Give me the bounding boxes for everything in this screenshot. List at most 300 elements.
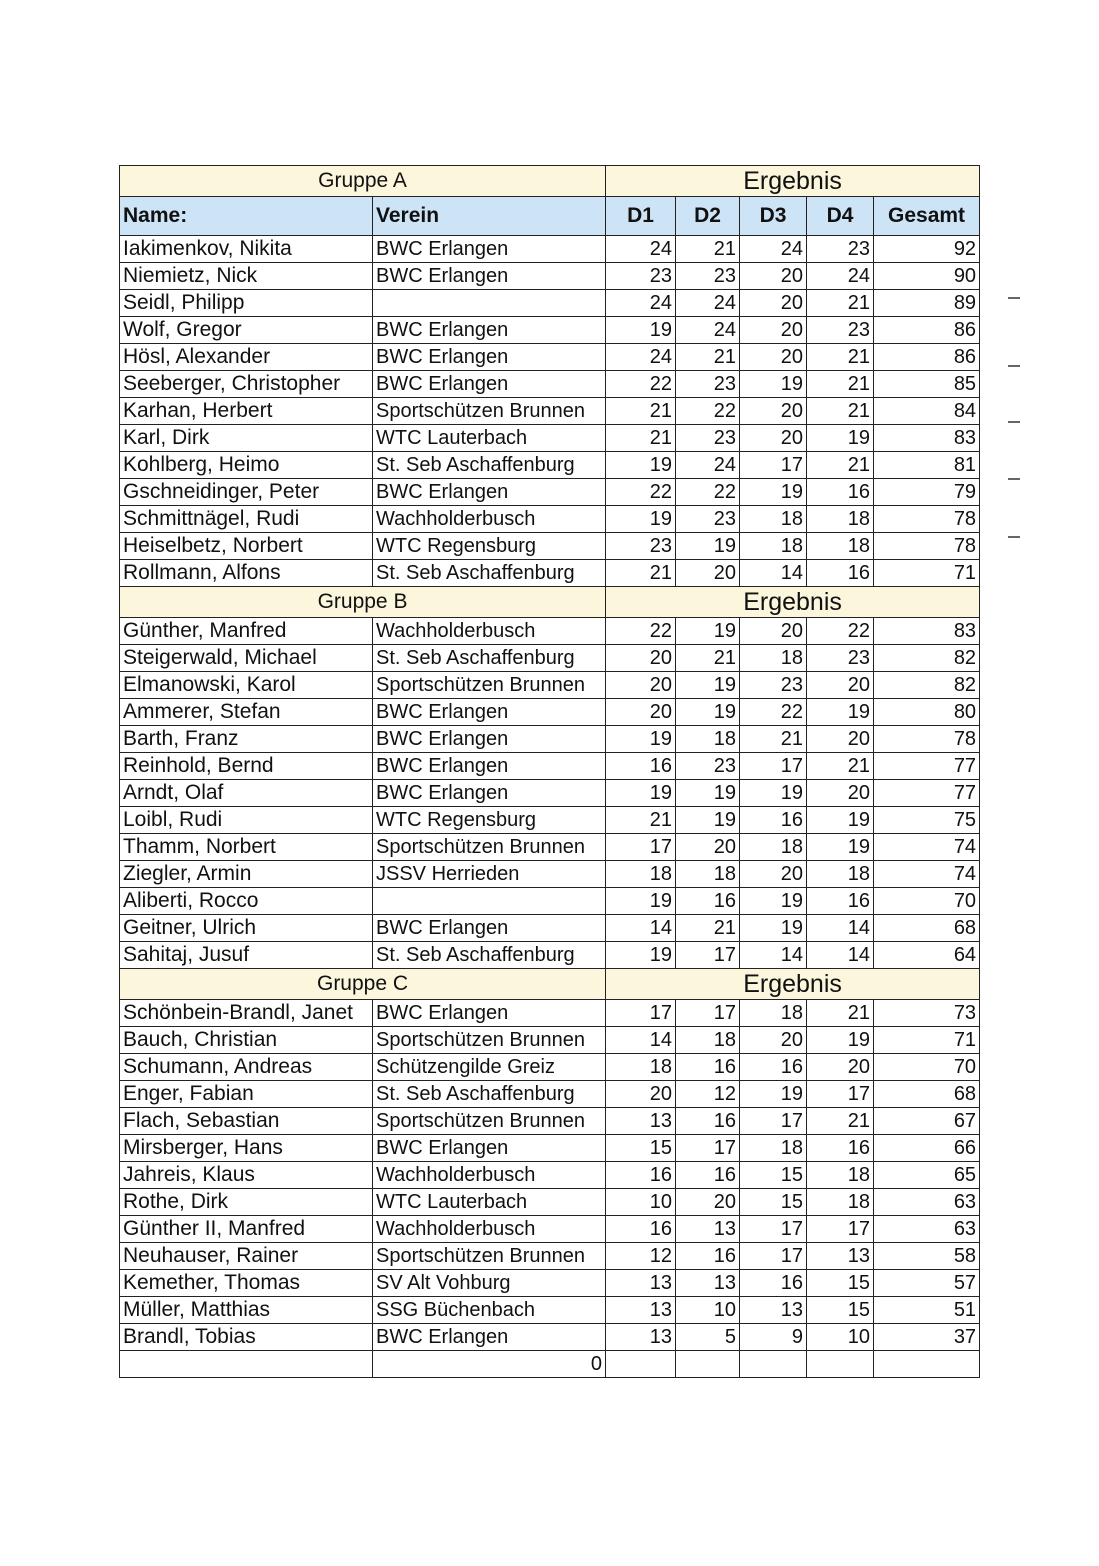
- score-d4: 19: [807, 425, 874, 452]
- score-d4: 23: [807, 317, 874, 344]
- score-d2: 19: [676, 807, 740, 834]
- score-d1: 22: [606, 479, 676, 506]
- score-d4: 19: [807, 1027, 874, 1054]
- table-row: [120, 726, 980, 753]
- score-d4: 13: [807, 1243, 874, 1270]
- score-d3: 21: [740, 726, 807, 753]
- results-table: [119, 165, 980, 1378]
- score-d1: 24: [606, 236, 676, 263]
- shooter-name: Wolf, Gregor: [120, 317, 373, 344]
- table-row: [120, 915, 980, 942]
- club-name: JSSV Herrieden: [373, 861, 606, 888]
- shooter-name: Sahitaj, Jusuf: [120, 942, 373, 969]
- club-name: WTC Lauterbach: [373, 425, 606, 452]
- score-d2: 18: [676, 1027, 740, 1054]
- score-total: 84: [874, 398, 980, 425]
- score-total: 73: [874, 1000, 980, 1027]
- score-d3: 14: [740, 942, 807, 969]
- table-row: [120, 1054, 980, 1081]
- score-d3: 19: [740, 780, 807, 807]
- score-d1: 10: [606, 1189, 676, 1216]
- shooter-name: Günther, Manfred: [120, 618, 373, 645]
- score-d2: 18: [676, 861, 740, 888]
- club-name: BWC Erlangen: [373, 317, 606, 344]
- club-name: Sportschützen Brunnen: [373, 398, 606, 425]
- club-name: [373, 290, 606, 317]
- score-d4: 20: [807, 780, 874, 807]
- margin-mark: [1008, 478, 1020, 480]
- score-d3: 9: [740, 1324, 807, 1351]
- score-total: 82: [874, 645, 980, 672]
- score-d3: 20: [740, 344, 807, 371]
- club-name: Sportschützen Brunnen: [373, 1243, 606, 1270]
- table-row: [120, 645, 980, 672]
- margin-mark: [1008, 536, 1020, 538]
- score-d2: 19: [676, 672, 740, 699]
- score-d4: 15: [807, 1270, 874, 1297]
- score-d3: 20: [740, 425, 807, 452]
- table-row: [120, 344, 980, 371]
- score-d3: 18: [740, 506, 807, 533]
- score-d2: 23: [676, 263, 740, 290]
- table-row: [120, 371, 980, 398]
- header-d3: D3: [740, 197, 807, 236]
- shooter-name: Thamm, Norbert: [120, 834, 373, 861]
- table-row: [120, 618, 980, 645]
- score-d3: 17: [740, 452, 807, 479]
- club-name: SV Alt Vohburg: [373, 1270, 606, 1297]
- header-d1: D1: [606, 197, 676, 236]
- result-label: Ergebnis: [606, 587, 980, 618]
- score-total: 67: [874, 1108, 980, 1135]
- score-d2: 23: [676, 506, 740, 533]
- score-d4: 16: [807, 479, 874, 506]
- score-d2: 21: [676, 645, 740, 672]
- score-d1: 19: [606, 780, 676, 807]
- score-d4: 20: [807, 1054, 874, 1081]
- score-d4: 23: [807, 645, 874, 672]
- score-d1: 13: [606, 1270, 676, 1297]
- score-d2: 20: [676, 834, 740, 861]
- score-d3: 20: [740, 618, 807, 645]
- club-name: Wachholderbusch: [373, 618, 606, 645]
- score-d4: 14: [807, 915, 874, 942]
- shooter-name: Ziegler, Armin: [120, 861, 373, 888]
- score-d2: 16: [676, 888, 740, 915]
- score-d2: 17: [676, 1135, 740, 1162]
- column-header-row: [120, 197, 980, 236]
- table-row: [120, 1135, 980, 1162]
- score-d1: 20: [606, 699, 676, 726]
- score-d4: 18: [807, 861, 874, 888]
- score-total: 63: [874, 1189, 980, 1216]
- score-d3: 20: [740, 290, 807, 317]
- table-row: [120, 672, 980, 699]
- score-d2: 19: [676, 699, 740, 726]
- score-total: 77: [874, 753, 980, 780]
- club-name: BWC Erlangen: [373, 236, 606, 263]
- score-d3: 13: [740, 1297, 807, 1324]
- score-d4: 18: [807, 1162, 874, 1189]
- table-row: [120, 479, 980, 506]
- table-row: [120, 1081, 980, 1108]
- group-header-row: [120, 969, 980, 1000]
- table-row: [120, 506, 980, 533]
- score-d1: 21: [606, 807, 676, 834]
- score-d4: 21: [807, 452, 874, 479]
- score-total: 70: [874, 888, 980, 915]
- table-row: [120, 1027, 980, 1054]
- score-d2: 23: [676, 425, 740, 452]
- score-d3: 19: [740, 915, 807, 942]
- club-name: BWC Erlangen: [373, 1135, 606, 1162]
- score-d3: 17: [740, 753, 807, 780]
- score-d4: 21: [807, 1000, 874, 1027]
- score-d2: 19: [676, 618, 740, 645]
- club-name: Wachholderbusch: [373, 1162, 606, 1189]
- shooter-name: Geitner, Ulrich: [120, 915, 373, 942]
- score-d3: 19: [740, 371, 807, 398]
- club-name: WTC Regensburg: [373, 533, 606, 560]
- score-d3: 22: [740, 699, 807, 726]
- score-d2: 5: [676, 1324, 740, 1351]
- score-d3: 20: [740, 1027, 807, 1054]
- score-d3: 16: [740, 807, 807, 834]
- score-d4: 19: [807, 807, 874, 834]
- score-d1: 14: [606, 1027, 676, 1054]
- score-d4: 16: [807, 560, 874, 587]
- header-name: Name:: [120, 197, 373, 236]
- club-name: Schützengilde Greiz: [373, 1054, 606, 1081]
- result-label: Ergebnis: [606, 969, 980, 1000]
- score-d1: 19: [606, 942, 676, 969]
- score-d1: 16: [606, 753, 676, 780]
- margin-mark: [1008, 421, 1020, 423]
- shooter-name: Heiselbetz, Norbert: [120, 533, 373, 560]
- margin-mark: [1008, 297, 1020, 299]
- footer-gesamt: [874, 1351, 980, 1378]
- table-row: [120, 807, 980, 834]
- score-d1: 16: [606, 1216, 676, 1243]
- table-row: [120, 1297, 980, 1324]
- header-d2: D2: [676, 197, 740, 236]
- club-name: BWC Erlangen: [373, 1324, 606, 1351]
- score-d3: 19: [740, 888, 807, 915]
- score-d3: 23: [740, 672, 807, 699]
- score-d1: 13: [606, 1324, 676, 1351]
- score-d3: 19: [740, 1081, 807, 1108]
- score-total: 75: [874, 807, 980, 834]
- table-row: [120, 780, 980, 807]
- group-title: Gruppe C: [120, 969, 606, 1000]
- score-d1: 17: [606, 1000, 676, 1027]
- shooter-name: Hösl, Alexander: [120, 344, 373, 371]
- header-gesamt: Gesamt: [874, 197, 980, 236]
- club-name: Sportschützen Brunnen: [373, 672, 606, 699]
- score-d2: 21: [676, 236, 740, 263]
- score-d2: 24: [676, 452, 740, 479]
- score-d4: 16: [807, 888, 874, 915]
- score-d1: 13: [606, 1297, 676, 1324]
- shooter-name: Seeberger, Christopher: [120, 371, 373, 398]
- score-d3: 15: [740, 1162, 807, 1189]
- score-total: 74: [874, 834, 980, 861]
- score-d2: 16: [676, 1108, 740, 1135]
- table-row: [120, 290, 980, 317]
- shooter-name: Schumann, Andreas: [120, 1054, 373, 1081]
- score-total: 86: [874, 344, 980, 371]
- header-verein: Verein: [373, 197, 606, 236]
- shooter-name: Rollmann, Alfons: [120, 560, 373, 587]
- score-d4: 18: [807, 506, 874, 533]
- club-name: St. Seb Aschaffenburg: [373, 942, 606, 969]
- score-d1: 23: [606, 263, 676, 290]
- margin-mark: [1008, 365, 1020, 367]
- club-name: BWC Erlangen: [373, 753, 606, 780]
- score-total: 74: [874, 861, 980, 888]
- table-row: [120, 699, 980, 726]
- score-total: 82: [874, 672, 980, 699]
- score-d4: 15: [807, 1297, 874, 1324]
- score-d1: 24: [606, 290, 676, 317]
- footer-d1: [606, 1351, 676, 1378]
- shooter-name: Enger, Fabian: [120, 1081, 373, 1108]
- score-total: 78: [874, 506, 980, 533]
- club-name: BWC Erlangen: [373, 1000, 606, 1027]
- score-d2: 16: [676, 1054, 740, 1081]
- score-d4: 21: [807, 1108, 874, 1135]
- shooter-name: Niemietz, Nick: [120, 263, 373, 290]
- score-d1: 22: [606, 618, 676, 645]
- score-total: 78: [874, 533, 980, 560]
- shooter-name: Neuhauser, Rainer: [120, 1243, 373, 1270]
- score-total: 92: [874, 236, 980, 263]
- score-d4: 14: [807, 942, 874, 969]
- score-d3: 18: [740, 1000, 807, 1027]
- table-row: [120, 834, 980, 861]
- score-d2: 17: [676, 1000, 740, 1027]
- shooter-name: Flach, Sebastian: [120, 1108, 373, 1135]
- table-row: [120, 942, 980, 969]
- club-name: SSG Büchenbach: [373, 1297, 606, 1324]
- group-title: Gruppe B: [120, 587, 606, 618]
- score-d2: 20: [676, 1189, 740, 1216]
- shooter-name: Schmittnägel, Rudi: [120, 506, 373, 533]
- score-d4: 24: [807, 263, 874, 290]
- score-d2: 22: [676, 479, 740, 506]
- score-d2: 21: [676, 344, 740, 371]
- score-d3: 16: [740, 1270, 807, 1297]
- score-d3: 20: [740, 317, 807, 344]
- club-name: BWC Erlangen: [373, 371, 606, 398]
- score-d3: 18: [740, 533, 807, 560]
- score-d4: 20: [807, 672, 874, 699]
- score-d1: 21: [606, 560, 676, 587]
- club-name: Sportschützen Brunnen: [373, 1108, 606, 1135]
- score-d2: 18: [676, 726, 740, 753]
- score-d3: 15: [740, 1189, 807, 1216]
- score-total: 57: [874, 1270, 980, 1297]
- score-total: 79: [874, 479, 980, 506]
- table-row: [120, 533, 980, 560]
- club-name: BWC Erlangen: [373, 263, 606, 290]
- score-d3: 17: [740, 1243, 807, 1270]
- score-total: 86: [874, 317, 980, 344]
- score-d4: 21: [807, 290, 874, 317]
- shooter-name: Aliberti, Rocco: [120, 888, 373, 915]
- table-row: [120, 1000, 980, 1027]
- club-name: St. Seb Aschaffenburg: [373, 645, 606, 672]
- score-d1: 18: [606, 1054, 676, 1081]
- score-d4: 20: [807, 726, 874, 753]
- shooter-name: Müller, Matthias: [120, 1297, 373, 1324]
- score-d3: 20: [740, 861, 807, 888]
- score-total: 80: [874, 699, 980, 726]
- table-row: [120, 1270, 980, 1297]
- club-name: Wachholderbusch: [373, 1216, 606, 1243]
- shooter-name: Mirsberger, Hans: [120, 1135, 373, 1162]
- score-total: 78: [874, 726, 980, 753]
- shooter-name: Gschneidinger, Peter: [120, 479, 373, 506]
- table-row: [120, 888, 980, 915]
- shooter-name: Barth, Franz: [120, 726, 373, 753]
- footer-verein: 0: [373, 1351, 606, 1378]
- score-d3: 18: [740, 834, 807, 861]
- club-name: WTC Lauterbach: [373, 1189, 606, 1216]
- score-d2: 16: [676, 1243, 740, 1270]
- score-total: 64: [874, 942, 980, 969]
- footer-name: [120, 1351, 373, 1378]
- club-name: [373, 888, 606, 915]
- score-d1: 18: [606, 861, 676, 888]
- footer-d4: [807, 1351, 874, 1378]
- score-d3: 19: [740, 479, 807, 506]
- score-d1: 12: [606, 1243, 676, 1270]
- group-title: Gruppe A: [120, 166, 606, 197]
- table-row: [120, 425, 980, 452]
- score-d4: 19: [807, 699, 874, 726]
- score-d4: 17: [807, 1081, 874, 1108]
- score-d3: 16: [740, 1054, 807, 1081]
- footer-d3: [740, 1351, 807, 1378]
- shooter-name: Reinhold, Bernd: [120, 753, 373, 780]
- score-total: 65: [874, 1162, 980, 1189]
- club-name: BWC Erlangen: [373, 344, 606, 371]
- shooter-name: Günther II, Manfred: [120, 1216, 373, 1243]
- score-d4: 19: [807, 834, 874, 861]
- score-d2: 23: [676, 753, 740, 780]
- club-name: St. Seb Aschaffenburg: [373, 452, 606, 479]
- shooter-name: Rothe, Dirk: [120, 1189, 373, 1216]
- table-row: [120, 560, 980, 587]
- score-d2: 20: [676, 560, 740, 587]
- shooter-name: Kemether, Thomas: [120, 1270, 373, 1297]
- score-d1: 24: [606, 344, 676, 371]
- table-row: [120, 753, 980, 780]
- shooter-name: Arndt, Olaf: [120, 780, 373, 807]
- score-d4: 16: [807, 1135, 874, 1162]
- score-d2: 13: [676, 1270, 740, 1297]
- score-d2: 17: [676, 942, 740, 969]
- score-d4: 18: [807, 1189, 874, 1216]
- score-d1: 15: [606, 1135, 676, 1162]
- score-total: 85: [874, 371, 980, 398]
- club-name: St. Seb Aschaffenburg: [373, 1081, 606, 1108]
- score-d2: 24: [676, 317, 740, 344]
- score-d4: 10: [807, 1324, 874, 1351]
- score-total: 70: [874, 1054, 980, 1081]
- shooter-name: Steigerwald, Michael: [120, 645, 373, 672]
- score-d1: 19: [606, 506, 676, 533]
- score-d1: 19: [606, 317, 676, 344]
- score-d2: 22: [676, 398, 740, 425]
- club-name: BWC Erlangen: [373, 780, 606, 807]
- shooter-name: Seidl, Philipp: [120, 290, 373, 317]
- score-d4: 23: [807, 236, 874, 263]
- score-d3: 18: [740, 645, 807, 672]
- score-total: 68: [874, 915, 980, 942]
- score-d3: 17: [740, 1216, 807, 1243]
- score-d1: 21: [606, 425, 676, 452]
- club-name: St. Seb Aschaffenburg: [373, 560, 606, 587]
- score-d1: 19: [606, 452, 676, 479]
- score-d1: 23: [606, 533, 676, 560]
- club-name: WTC Regensburg: [373, 807, 606, 834]
- shooter-name: Loibl, Rudi: [120, 807, 373, 834]
- shooter-name: Schönbein-Brandl, Janet: [120, 1000, 373, 1027]
- score-d1: 22: [606, 371, 676, 398]
- result-label: Ergebnis: [606, 166, 980, 197]
- score-d4: 22: [807, 618, 874, 645]
- group-header-row: [120, 587, 980, 618]
- footer-row: [120, 1351, 980, 1378]
- shooter-name: Jahreis, Klaus: [120, 1162, 373, 1189]
- shooter-name: Iakimenkov, Nikita: [120, 236, 373, 263]
- table-row: [120, 398, 980, 425]
- score-d2: 23: [676, 371, 740, 398]
- table-row: [120, 236, 980, 263]
- score-d2: 19: [676, 533, 740, 560]
- score-d3: 17: [740, 1108, 807, 1135]
- shooter-name: Karhan, Herbert: [120, 398, 373, 425]
- shooter-name: Kohlberg, Heimo: [120, 452, 373, 479]
- score-d1: 21: [606, 398, 676, 425]
- score-d3: 24: [740, 236, 807, 263]
- results-body: [120, 166, 980, 1378]
- score-d4: 21: [807, 753, 874, 780]
- results-sheet: [119, 165, 979, 1378]
- score-total: 68: [874, 1081, 980, 1108]
- table-row: [120, 1324, 980, 1351]
- shooter-name: Bauch, Christian: [120, 1027, 373, 1054]
- score-d2: 19: [676, 780, 740, 807]
- table-row: [120, 263, 980, 290]
- score-total: 89: [874, 290, 980, 317]
- score-total: 37: [874, 1324, 980, 1351]
- club-name: Wachholderbusch: [373, 506, 606, 533]
- score-total: 63: [874, 1216, 980, 1243]
- score-d4: 21: [807, 371, 874, 398]
- shooter-name: Ammerer, Stefan: [120, 699, 373, 726]
- club-name: BWC Erlangen: [373, 726, 606, 753]
- score-d1: 14: [606, 915, 676, 942]
- score-d2: 24: [676, 290, 740, 317]
- table-row: [120, 1216, 980, 1243]
- group-header-row: [120, 166, 980, 197]
- club-name: BWC Erlangen: [373, 915, 606, 942]
- header-d4: D4: [807, 197, 874, 236]
- score-d1: 19: [606, 888, 676, 915]
